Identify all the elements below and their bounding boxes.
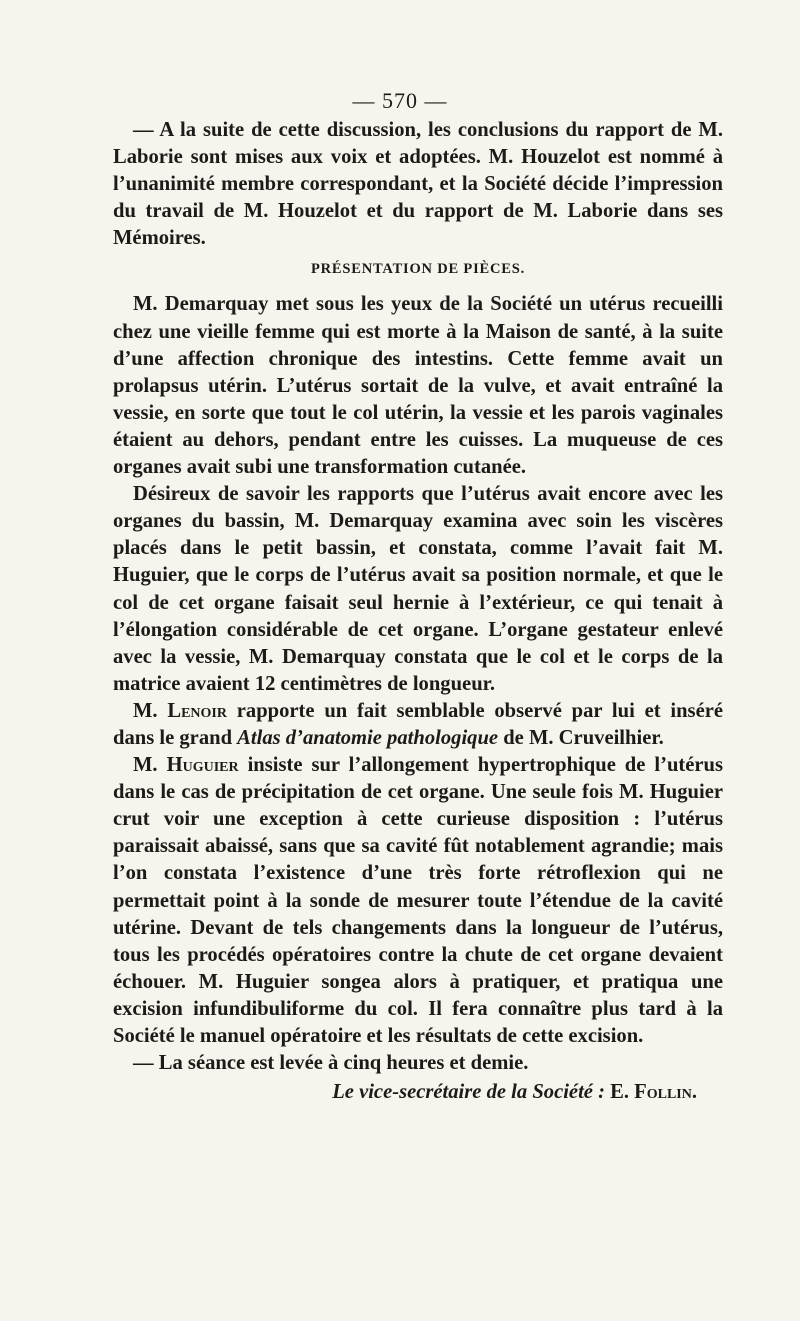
lenoir-prefix: M. [133, 699, 168, 722]
paragraph-huguier [113, 752, 723, 1050]
huguier-name: Huguier [166, 754, 239, 777]
signature-title: Le vice-secrétaire de la Société : [332, 1081, 605, 1104]
paragraph-demarquay-uterus: M. Demarquay met sous les yeux de la Société un utérus recueilli chez une vieille femme qui est morte à la Maison de santé, à la suite d’une affection chronique des intestins. Cette femme avait un prolapsus utérin. L’utérus sortait de la vulve, et avait entraîné la vessie, en sorte que tout le col utérin, la vessie et les parois vaginales étaient au dehors, pendant entre les cuisses. La muqueuse de ces organes avait subi une transformation cutanée. [113, 293, 723, 479]
signature [113, 1079, 723, 1106]
lenoir-name: Lenoir [167, 699, 227, 722]
body-text [113, 117, 723, 1106]
lenoir-middle: rapporte un fait semblable observé par lui et inséré dans le grand [113, 699, 723, 749]
huguier-prefix: M. [133, 754, 167, 777]
signature-initial: E. [604, 1081, 635, 1104]
paragraph-discussion-conclusion: — A la suite de cette discussion, les conclusions du rapport de M. Laborie sont mises aux voix et adoptées. M. Houzelot est nommé à l’unanimité membre correspondant, et la Société décide l’impression du travail de M. Houzelot et du rapport de M. Laborie dans ses Mémoires. [113, 119, 723, 250]
page-number: — 570 — [352, 88, 448, 113]
section-heading: PRÉSENTATION DE PIÈCES. [310, 261, 526, 278]
paragraph-session-closed: — La séance est levée à cinq heures et demie. [133, 1052, 529, 1075]
paragraph-demarquay-examination: Désireux de savoir les rapports que l’utérus avait encore avec les organes du bassin, M. Demarquay examina avec soin les viscères placés dans le petit bassin, et constata, comme l’avait fait M. Huguier, que le corps de l’utérus avait sa position normale, et que le col de cet organe faisait seul hernie à l’extérieur, ce qui tenait à l’élongation considérable de cet organe. L’organe gestateur enlevé avec la vessie, M. Demarquay constata que le col et le corps de la matrice avaient 12 centimètres de longueur. [113, 483, 723, 695]
lenoir-suffix: de M. Cruveilhier. [498, 726, 664, 749]
signature-name: Follin. [634, 1081, 697, 1104]
atlas-title: Atlas d’anatomie pathologique [237, 726, 499, 749]
paragraph-lenoir [113, 698, 723, 752]
huguier-text: insiste sur l’allongement hypertrophique de l’utérus dans le cas de précipitation de cet organe. Une seule fois M. Huguier crut voir une exception à cette curieuse disposition : l’utérus paraissait abaissé, sans que sa cavité fût notablement agrandie; mais l’on constata l’existence d’une très forte rétroflexion qui ne permettait point à la sonde de mesurer toute l’étendue de la cavité utérine. Devant de tels changements dans la longueur de l’utérus, tous les procédés opératoires contre la chute de cet organe devaient échouer. M. Huguier songea alors à pratiquer, et pratiqua une excision infundibuliforme du col. Il fera connaître plus tard à la Société le manuel opératoire et les résultats de cette excision. [113, 754, 724, 1047]
